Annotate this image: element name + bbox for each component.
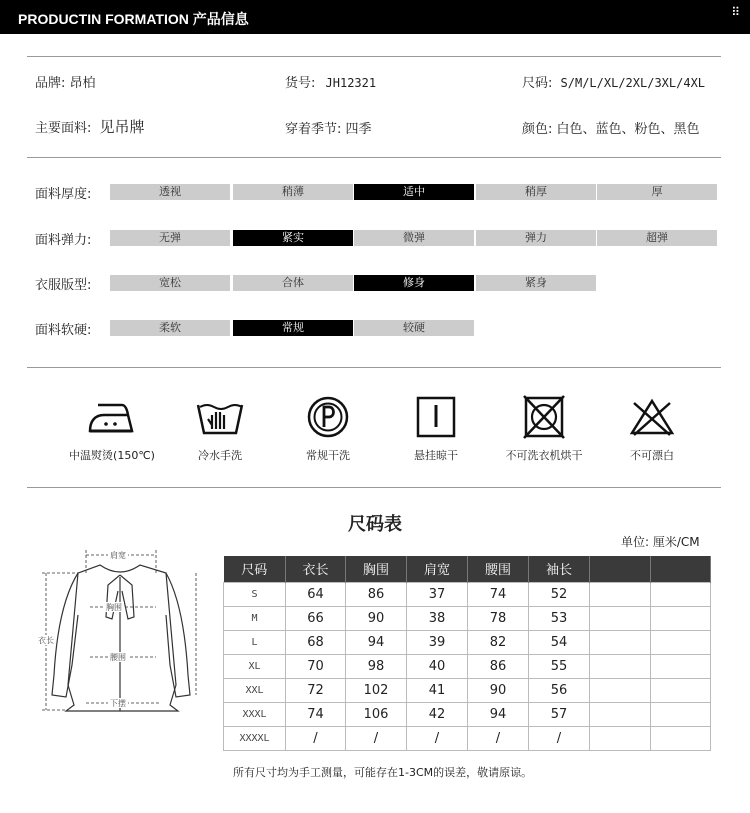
item-number-value: JH12321: [325, 76, 377, 90]
size-cell: M: [224, 606, 286, 630]
measure-cell: 57: [529, 702, 590, 726]
iron-icon: [82, 395, 142, 439]
measure-cell: /: [529, 726, 590, 750]
season-info: 穿着季节: 四季: [285, 122, 372, 137]
table-row: [224, 582, 711, 606]
attribute-label: 面料软硬:: [35, 323, 92, 338]
empty-cell: [651, 654, 711, 678]
measure-cell: 55: [529, 654, 590, 678]
measure-cell: 38: [407, 606, 468, 630]
measure-cell: 42: [407, 702, 468, 726]
empty-cell: [651, 630, 711, 654]
fabric-info: [35, 116, 145, 137]
measure-cell: 90: [346, 606, 407, 630]
attribute-option: 无弹: [110, 230, 230, 246]
attribute-option: 厚: [597, 184, 717, 200]
attribute-option: 合体: [233, 275, 353, 291]
hang-dry-icon: [406, 395, 466, 439]
fabric-label: 主要面料:: [35, 121, 92, 136]
empty-cell: [651, 606, 711, 630]
size-table-header-row: [224, 556, 711, 582]
table-row: [224, 678, 711, 702]
size-cell: XXXL: [224, 702, 286, 726]
attribute-option: 微弹: [354, 230, 474, 246]
diagram-label-hem: 下摆: [110, 699, 126, 708]
measure-cell: 78: [468, 606, 529, 630]
measure-cell: 86: [346, 582, 407, 606]
column-header: [590, 556, 651, 582]
table-row: [224, 702, 711, 726]
item-number-label: 货号:: [285, 76, 316, 91]
size-cell: XXL: [224, 678, 286, 702]
size-cell: S: [224, 582, 286, 606]
measure-cell: 74: [286, 702, 346, 726]
fabric-value: 见吊牌: [99, 118, 145, 136]
shirt-body-outline: [66, 565, 178, 711]
care-item-iron: [52, 395, 172, 463]
size-table: [223, 556, 711, 751]
care-label: 不可洗衣机烘干: [505, 449, 583, 462]
measure-cell: /: [346, 726, 407, 750]
measure-cell: 53: [529, 606, 590, 630]
size-label: 尺码:: [522, 76, 553, 91]
attribute-option-selected: 紧实: [233, 230, 353, 246]
care-item-hang-dry: [376, 395, 496, 463]
size-cell: XXXXL: [224, 726, 286, 750]
measure-cell: 56: [529, 678, 590, 702]
empty-cell: [651, 582, 711, 606]
divider: [27, 56, 721, 57]
diagram-label-shoulder: 肩宽: [110, 551, 126, 560]
measure-cell: 52: [529, 582, 590, 606]
dry-clean-icon: [298, 395, 358, 439]
attribute-option: 宽松: [110, 275, 230, 291]
measure-cell: 64: [286, 582, 346, 606]
attribute-option-selected: 修身: [354, 275, 474, 291]
attribute-option-selected: 常规: [233, 320, 353, 336]
measure-cell: /: [468, 726, 529, 750]
measure-cell: 74: [468, 582, 529, 606]
empty-cell: [590, 606, 651, 630]
measure-cell: 94: [346, 630, 407, 654]
garment-diagram: [28, 545, 213, 720]
empty-cell: [590, 630, 651, 654]
measure-cell: 98: [346, 654, 407, 678]
attribute-label: 面料厚度:: [35, 187, 92, 202]
column-header: 袖长: [529, 556, 590, 582]
care-item-no-bleach: [592, 395, 712, 463]
section-header: [0, 0, 750, 34]
divider: [27, 367, 721, 368]
attribute-option: 较硬: [354, 320, 474, 336]
grid-dots-icon: ⠿: [731, 5, 740, 19]
column-header: 腰围: [468, 556, 529, 582]
attribute-option: 弹力: [476, 230, 596, 246]
size-chart-title: 尺码表: [348, 514, 402, 535]
attribute-option: 稍薄: [233, 184, 353, 200]
brand-info: 品牌: 昂柏: [35, 76, 96, 91]
diagram-label-waist: 腰围: [110, 653, 126, 662]
measure-cell: 94: [468, 702, 529, 726]
empty-cell: [590, 726, 651, 750]
measure-cell: 82: [468, 630, 529, 654]
size-info: [522, 72, 705, 91]
color-info: 颜色: 白色、蓝色、粉色、黑色: [522, 122, 700, 137]
empty-cell: [651, 726, 711, 750]
table-row: [224, 606, 711, 630]
care-label: 常规干洗: [306, 449, 350, 462]
diagram-label-chest: 胸围: [106, 603, 122, 612]
column-header: [651, 556, 711, 582]
measure-cell: 66: [286, 606, 346, 630]
care-label: 不可漂白: [630, 449, 674, 462]
empty-cell: [590, 582, 651, 606]
section-title: PRODUCTIN FORMATION 产品信息: [18, 11, 249, 27]
attribute-label: 衣服版型:: [35, 278, 92, 293]
measure-cell: 37: [407, 582, 468, 606]
size-chart-unit: 单位: 厘米/CM: [621, 535, 700, 549]
measure-cell: /: [407, 726, 468, 750]
table-row: [224, 726, 711, 750]
measure-cell: 72: [286, 678, 346, 702]
care-label: 中温熨烫(150℃): [69, 449, 155, 462]
attribute-option: 稍厚: [476, 184, 596, 200]
care-item-no-tumble-dry: [484, 395, 604, 463]
column-header: 肩宽: [407, 556, 468, 582]
no-tumble-dry-icon: [514, 395, 574, 439]
measure-cell: 39: [407, 630, 468, 654]
divider: [27, 157, 721, 158]
empty-cell: [590, 654, 651, 678]
measure-cell: 68: [286, 630, 346, 654]
measure-cell: 90: [468, 678, 529, 702]
measure-cell: 102: [346, 678, 407, 702]
item-number-info: [285, 72, 376, 91]
table-row: [224, 654, 711, 678]
measure-cell: /: [286, 726, 346, 750]
measure-cell: 106: [346, 702, 407, 726]
attribute-option: 透视: [110, 184, 230, 200]
measure-cell: 40: [407, 654, 468, 678]
attribute-option: 紧身: [476, 275, 596, 291]
attribute-option: 柔软: [110, 320, 230, 336]
empty-cell: [590, 702, 651, 726]
care-item-hand-wash: [160, 395, 280, 463]
measure-cell: 54: [529, 630, 590, 654]
measure-cell: 70: [286, 654, 346, 678]
hand-wash-icon: [190, 395, 250, 439]
care-item-dry-clean: [268, 395, 388, 463]
care-label: 悬挂晾干: [414, 449, 458, 462]
empty-cell: [590, 678, 651, 702]
size-cell: XL: [224, 654, 286, 678]
care-label: 冷水手洗: [198, 449, 242, 462]
divider: [27, 487, 721, 488]
no-bleach-icon: [622, 395, 682, 439]
size-cell: L: [224, 630, 286, 654]
right-sleeve-outline: [166, 573, 190, 697]
diagram-label-length: 衣长: [38, 636, 54, 645]
measurement-note: 所有尺寸均为手工测量，可能存在1-3CM的误差，敬请原谅。: [233, 766, 533, 779]
attribute-option: 超弹: [597, 230, 717, 246]
table-row: [224, 630, 711, 654]
column-header: 衣长: [286, 556, 346, 582]
size-table-body: [224, 582, 711, 750]
empty-cell: [651, 678, 711, 702]
attribute-option-selected: 适中: [354, 184, 474, 200]
empty-cell: [651, 702, 711, 726]
column-header: 胸围: [346, 556, 407, 582]
measure-cell: 86: [468, 654, 529, 678]
attribute-label: 面料弹力:: [35, 233, 92, 248]
size-list: S/M/L/XL/2XL/3XL/4XL: [560, 76, 706, 90]
measure-cell: 41: [407, 678, 468, 702]
column-header: 尺码: [224, 556, 286, 582]
